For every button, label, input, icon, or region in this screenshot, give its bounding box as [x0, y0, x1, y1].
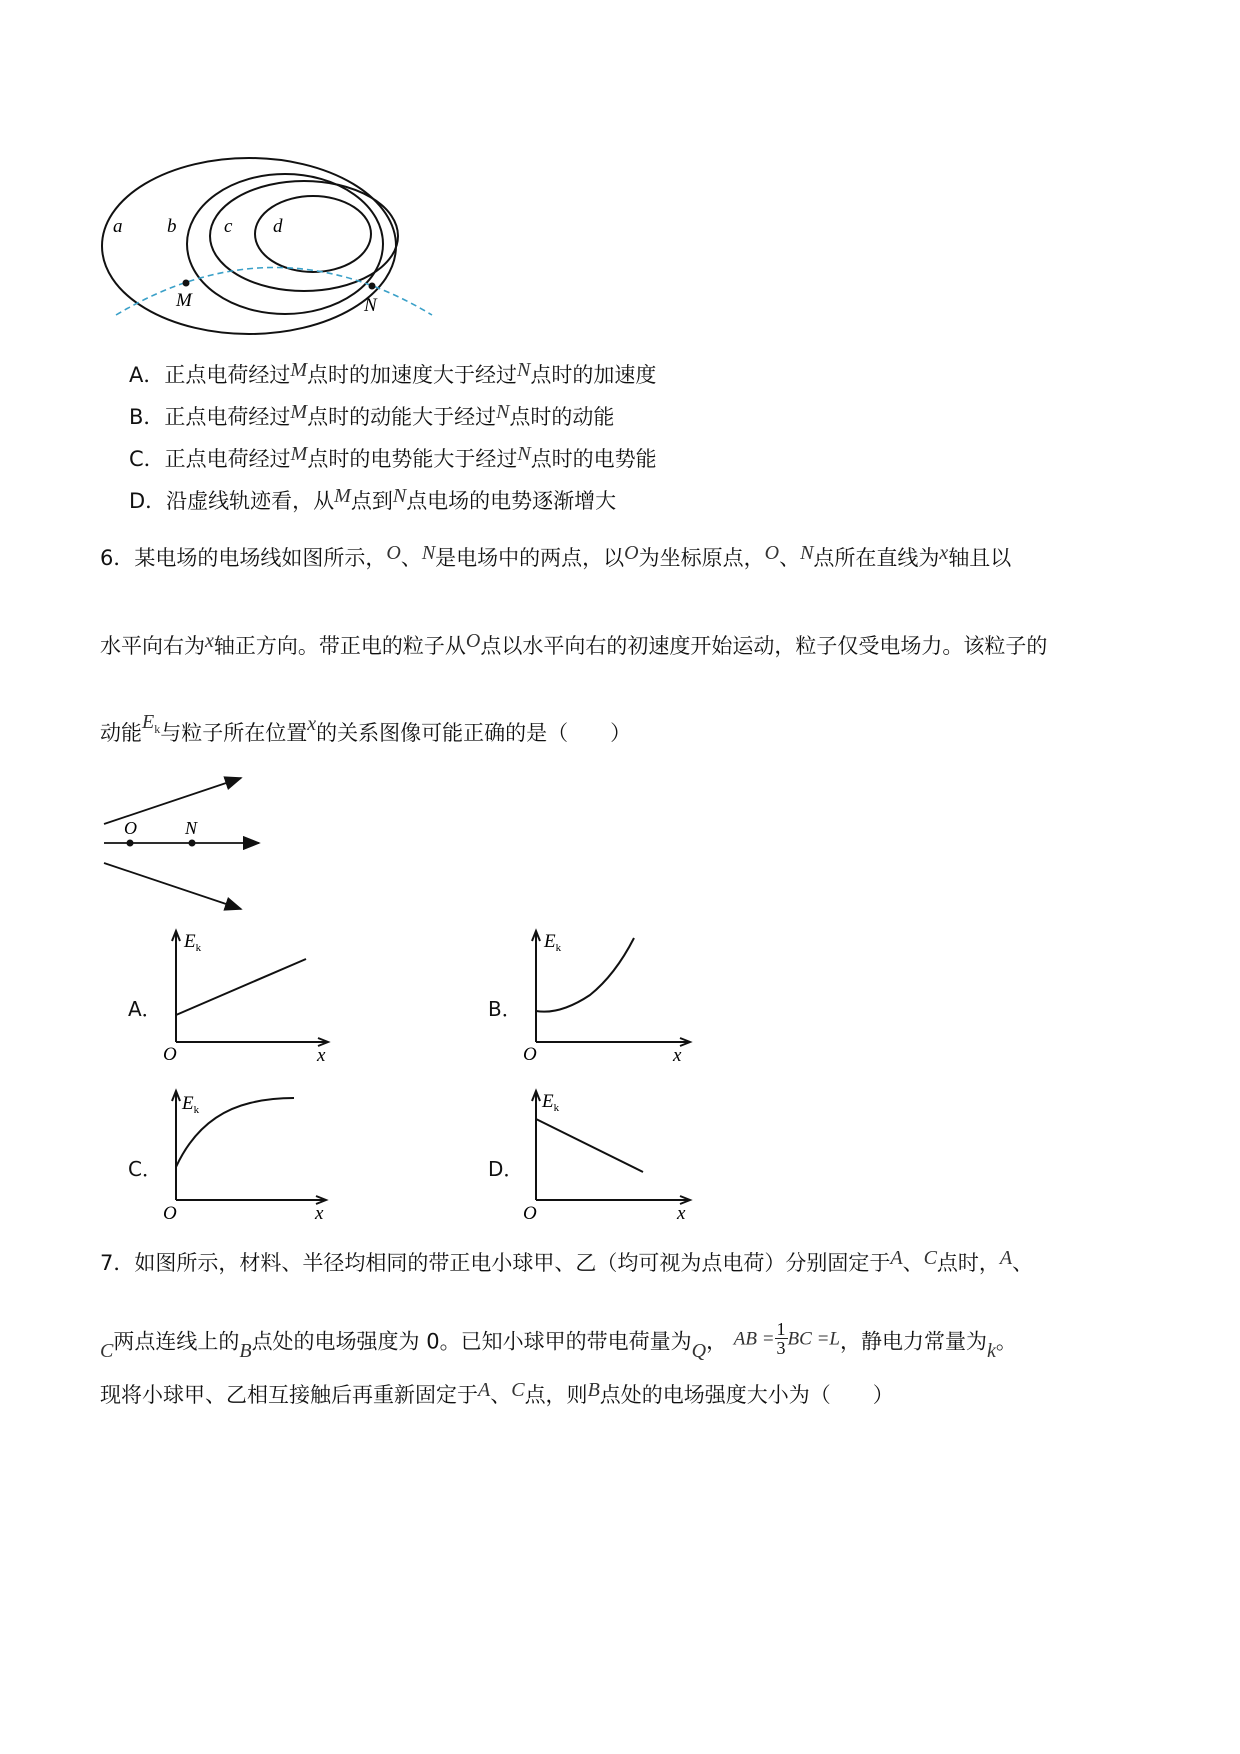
- graph-c: [160, 1085, 340, 1230]
- graph-a-label: A．: [128, 997, 162, 1021]
- graph-b-xlabel: x: [673, 1045, 682, 1066]
- label-N: N: [185, 818, 198, 838]
- q7-stem-line3: 现将小球甲、乙相互接触后再重新固定于A、C点，则B点处的电场强度大小为（ ）: [100, 1379, 894, 1407]
- label-M: M: [176, 290, 192, 311]
- graph-b-ylabel: $E_k$: [544, 931, 562, 954]
- field-line-lower: [104, 863, 241, 909]
- label-O: O: [124, 818, 137, 838]
- graph-b-origin: O: [523, 1044, 537, 1065]
- ellipse-c: [210, 181, 398, 291]
- graph-d-curve: [536, 1119, 643, 1172]
- point-O: [127, 840, 134, 847]
- graph-c-xlabel: x: [315, 1203, 324, 1224]
- graph-b-label: B．: [488, 997, 522, 1021]
- graph-d: [520, 1085, 700, 1230]
- graph-d-label: D．: [488, 1157, 524, 1181]
- ek-symbol: $E_k$: [142, 711, 161, 736]
- q5-option-d: D．沿虚线轨迹看，从M点到N点电场的电势逐渐增大: [129, 485, 617, 513]
- point-N: [189, 840, 196, 847]
- graph-a-origin: O: [163, 1044, 177, 1065]
- field-lines-figure: [100, 770, 270, 915]
- graph-c-ylabel: $E_k$: [182, 1093, 200, 1116]
- label-b: b: [167, 216, 177, 237]
- graph-d-origin: O: [523, 1203, 537, 1224]
- q5-option-c: C．正点电荷经过M点时的电势能大于经过N点时的电势能: [129, 443, 657, 471]
- label-N: N: [364, 295, 377, 316]
- graph-d-xlabel: x: [677, 1203, 686, 1224]
- q7-stem-line2: C两点连线上的B点处的电场强度为 0。已知小球甲的带电荷量为Q， AB = $\frac{1}{3}$ BC =L，静电力常量为k。: [100, 1319, 1017, 1362]
- ellipse-b: [187, 174, 383, 314]
- ellipse-a: [102, 158, 396, 334]
- label-c: c: [224, 216, 233, 237]
- graph-d-ylabel: $E_k$: [542, 1091, 560, 1114]
- point-N: [369, 283, 376, 290]
- one-third-fraction: $\frac{1}{3}$: [776, 1319, 786, 1358]
- q7-stem-line1: 7．如图所示，材料、半径均相同的带正电小球甲、乙（均可视为点电荷）分别固定于A、C点时，A、: [100, 1247, 1034, 1275]
- q5-option-a: A．正点电荷经过M点时的加速度大于经过N点时的加速度: [129, 359, 657, 387]
- equipotential-figure: [100, 140, 450, 340]
- q6-stem-line3: 动能$E_k$与粒子所在位置x的关系图像可能正确的是（ ）: [100, 711, 632, 745]
- graph-a-curve: [176, 959, 306, 1015]
- label-a: a: [113, 216, 123, 237]
- label-d: d: [273, 216, 283, 237]
- graph-c-label: C．: [128, 1157, 162, 1181]
- ab-bc-equation: AB = $\frac{1}{3}$ BC =L: [733, 1319, 840, 1358]
- graph-b: [520, 925, 700, 1070]
- q5-option-b: B．正点电荷经过M点时的动能大于经过N点时的动能: [129, 401, 615, 429]
- point-M: [183, 280, 190, 287]
- graph-a: [160, 925, 340, 1070]
- graph-c-origin: O: [163, 1203, 177, 1224]
- graph-a-ylabel: $E_k$: [184, 931, 202, 954]
- graph-a-xlabel: x: [317, 1045, 326, 1066]
- q6-stem-line2: 水平向右为x轴正方向。带正电的粒子从O点以水平向右的初速度开始运动，粒子仅受电场力。该粒子的: [100, 630, 1048, 658]
- q6-stem-line1: 6．某电场的电场线如图所示，O、N是电场中的两点，以O为坐标原点，O、N点所在直线为x轴且以: [100, 542, 1012, 570]
- dashed-trajectory: [116, 268, 432, 316]
